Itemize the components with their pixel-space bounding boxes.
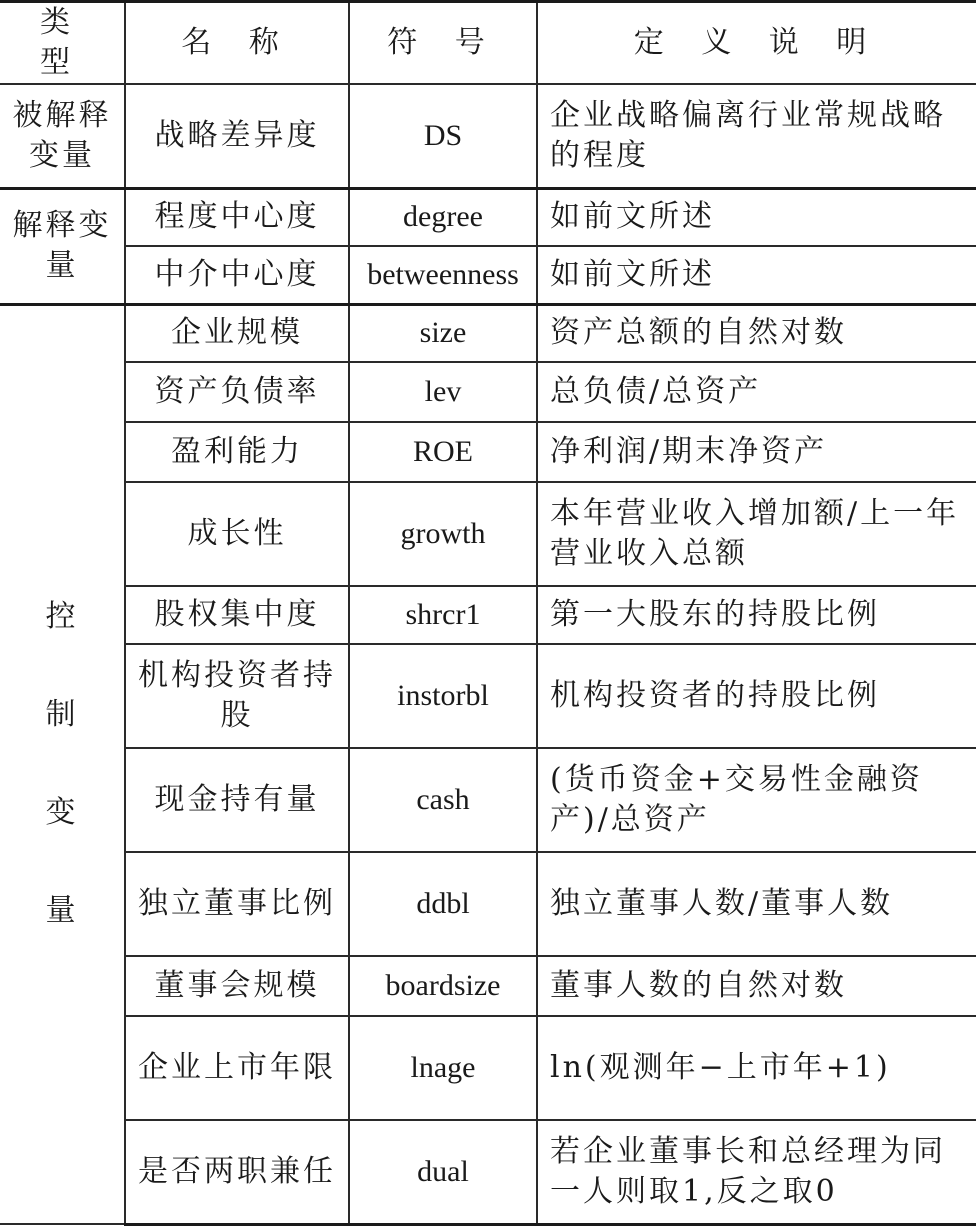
variable-definition: 总负债/总资产	[537, 362, 976, 422]
variable-symbol: betweenness	[349, 246, 537, 304]
group-explained-variable: 被解释变量	[0, 84, 125, 188]
variable-name: 战略差异度	[125, 84, 349, 188]
table-row	[0, 956, 976, 1016]
table-row	[0, 748, 976, 852]
variable-symbol: boardsize	[349, 956, 537, 1016]
variable-symbol: instorbl	[349, 644, 537, 748]
variable-name: 现金持有量	[125, 748, 349, 852]
group-control-char: 变	[45, 795, 79, 831]
variable-definition: 若企业董事长和总经理为同一人则取1,反之取0	[537, 1120, 976, 1224]
variable-name: 是否两职兼任	[125, 1120, 349, 1224]
variable-name: 企业上市年限	[125, 1016, 349, 1120]
variable-symbol: lnage	[349, 1016, 537, 1120]
table-row	[0, 304, 976, 362]
variable-name: 股权集中度	[125, 586, 349, 644]
variable-definition: 资产总额的自然对数	[537, 304, 976, 362]
variable-name: 董事会规模	[125, 956, 349, 1016]
table-row	[0, 246, 976, 304]
table-row	[0, 644, 976, 748]
variable-definition: 第一大股东的持股比例	[537, 586, 976, 644]
variable-definition: 企业战略偏离行业常规战略的程度	[537, 84, 976, 188]
variable-definition: 董事人数的自然对数	[537, 956, 976, 1016]
variable-symbol: DS	[349, 84, 537, 188]
variable-name: 资产负债率	[125, 362, 349, 422]
variable-symbol: ddbl	[349, 852, 537, 956]
variable-definition: ln(观测年−上市年+1)	[537, 1016, 976, 1120]
table-row	[0, 362, 976, 422]
variable-definition: 本年营业收入增加额/上一年营业收入总额	[537, 482, 976, 586]
variable-name: 程度中心度	[125, 188, 349, 246]
header-row	[0, 2, 976, 85]
variable-symbol: size	[349, 304, 537, 362]
variable-symbol: shrcr1	[349, 586, 537, 644]
header-type: 类 型	[0, 2, 125, 85]
variable-symbol: degree	[349, 188, 537, 246]
variable-name: 企业规模	[125, 304, 349, 362]
header-symbol: 符 号	[349, 2, 537, 85]
variable-definition: 净利润/期末净资产	[537, 422, 976, 482]
header-definition: 定 义 说 明	[537, 2, 976, 85]
variable-name: 成长性	[125, 482, 349, 586]
variable-definition: 机构投资者的持股比例	[537, 644, 976, 748]
group-control-variable	[0, 304, 125, 1224]
variable-definition: 如前文所述	[537, 188, 976, 246]
variable-symbol: cash	[349, 748, 537, 852]
table-row	[0, 586, 976, 644]
group-control-char: 控	[45, 599, 79, 635]
table-row	[0, 422, 976, 482]
group-explanatory-variable: 解释变量	[0, 188, 125, 304]
table-row	[0, 852, 976, 956]
variable-definition: 如前文所述	[537, 246, 976, 304]
group-control-char: 制	[45, 697, 79, 733]
table-row	[0, 1120, 976, 1224]
table-row	[0, 1016, 976, 1120]
table-row	[0, 84, 976, 188]
variable-definition: 独立董事人数/董事人数	[537, 852, 976, 956]
variable-name: 独立董事比例	[125, 852, 349, 956]
variable-definition: (货币资金+交易性金融资产)/总资产	[537, 748, 976, 852]
group-control-char: 量	[45, 893, 79, 929]
variable-symbol: ROE	[349, 422, 537, 482]
header-name: 名 称	[125, 2, 349, 85]
variable-name: 机构投资者持股	[125, 644, 349, 748]
variable-symbol: lev	[349, 362, 537, 422]
variable-symbol: dual	[349, 1120, 537, 1224]
table-row	[0, 188, 976, 246]
variable-name: 中介中心度	[125, 246, 349, 304]
table-row	[0, 482, 976, 586]
variable-symbol: growth	[349, 482, 537, 586]
variable-name: 盈利能力	[125, 422, 349, 482]
